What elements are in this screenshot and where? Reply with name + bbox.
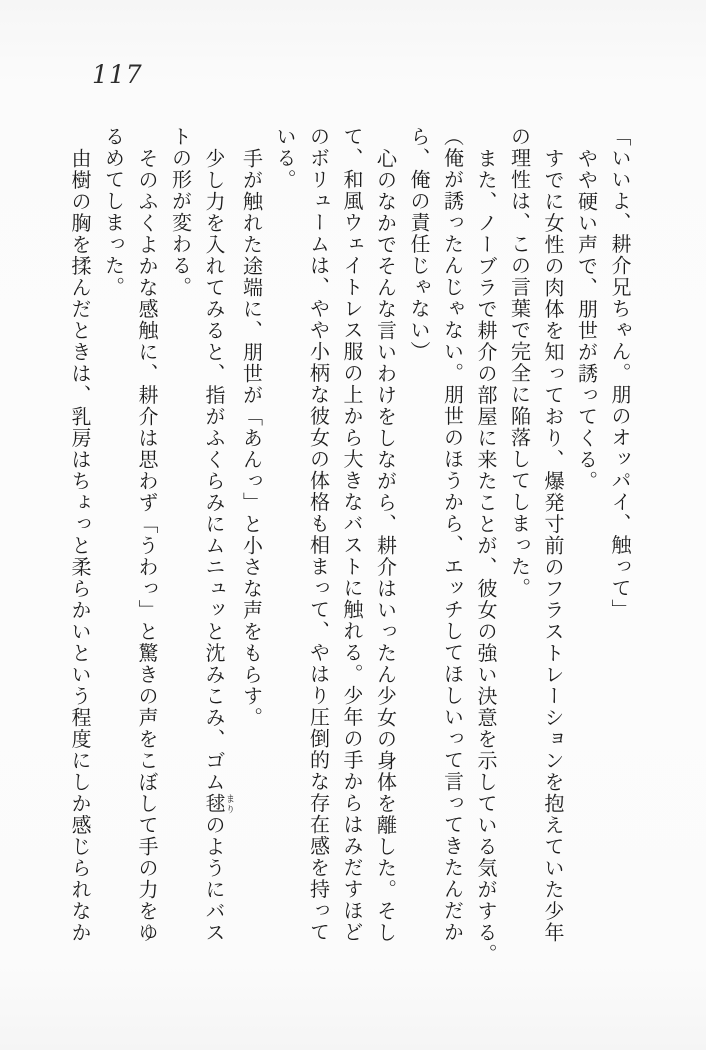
text-column: 心のなかでそんな言いわけをしながら、耕介はいったん少女の身体を離した。そし	[373, 147, 398, 943]
vertical-text-block	[63, 126, 637, 965]
text-column-with-ruby	[197, 126, 235, 946]
text-segment: のようにバス	[202, 814, 226, 943]
text-column: そのふくよかな感触に、耕介は思わず「うわっ」と驚きの声をこぼして手の力をゆ	[135, 147, 159, 943]
text-column: 「いいよ、耕介兄ちゃん。朋のオッパイ、触って」	[608, 126, 632, 621]
text-column: やや硬い声で、朋世が誘ってくる。	[574, 147, 599, 492]
text-column: （俺が誘ったんじゃない。朋世のほうから、エッチしてほしいって言ってきたんだか	[440, 126, 465, 943]
text-column: のボリュームは、やや小柄な彼女の体格も相まって、やはり圧倒的な存在感を持って	[306, 126, 331, 943]
ruby-base: 毬	[202, 792, 226, 814]
text-column: トの形が変わる。	[168, 126, 193, 298]
text-column: すでに女性の肉体を知っており、爆発寸前のフラストレーションを抱えていた少年	[541, 147, 565, 943]
text-segment: 少し力を入れてみると、指がふくらみにムニュッと沈みこみ、ゴム	[202, 147, 226, 793]
text-column: 手が触れた途端に、朋世が「あんっ」と小さな声をもらす。	[239, 147, 264, 728]
text-column: また、ノーブラで耕介の部屋に来たことが、彼女の強い決意を示している気がする。	[474, 147, 498, 965]
ruby-annotation	[202, 792, 234, 815]
text-column: 由樹の胸を揉んだときは、乳房はちょっと柔らかいという程度にしか感じられなか	[68, 147, 92, 943]
text-column: の理性は、この言葉で完全に陥落してしまった。	[507, 126, 532, 599]
page-number: 117	[92, 60, 143, 89]
ruby-text: まり	[224, 792, 234, 814]
text-column: るめてしまった。	[101, 126, 126, 298]
text-column: いる。	[273, 126, 297, 191]
text-column: て、和風ウェイトレス服の上から大きなバストに触れる。少年の手からはみだすほど	[340, 126, 364, 943]
text-column: ら、俺の責任じゃない）	[407, 126, 431, 363]
